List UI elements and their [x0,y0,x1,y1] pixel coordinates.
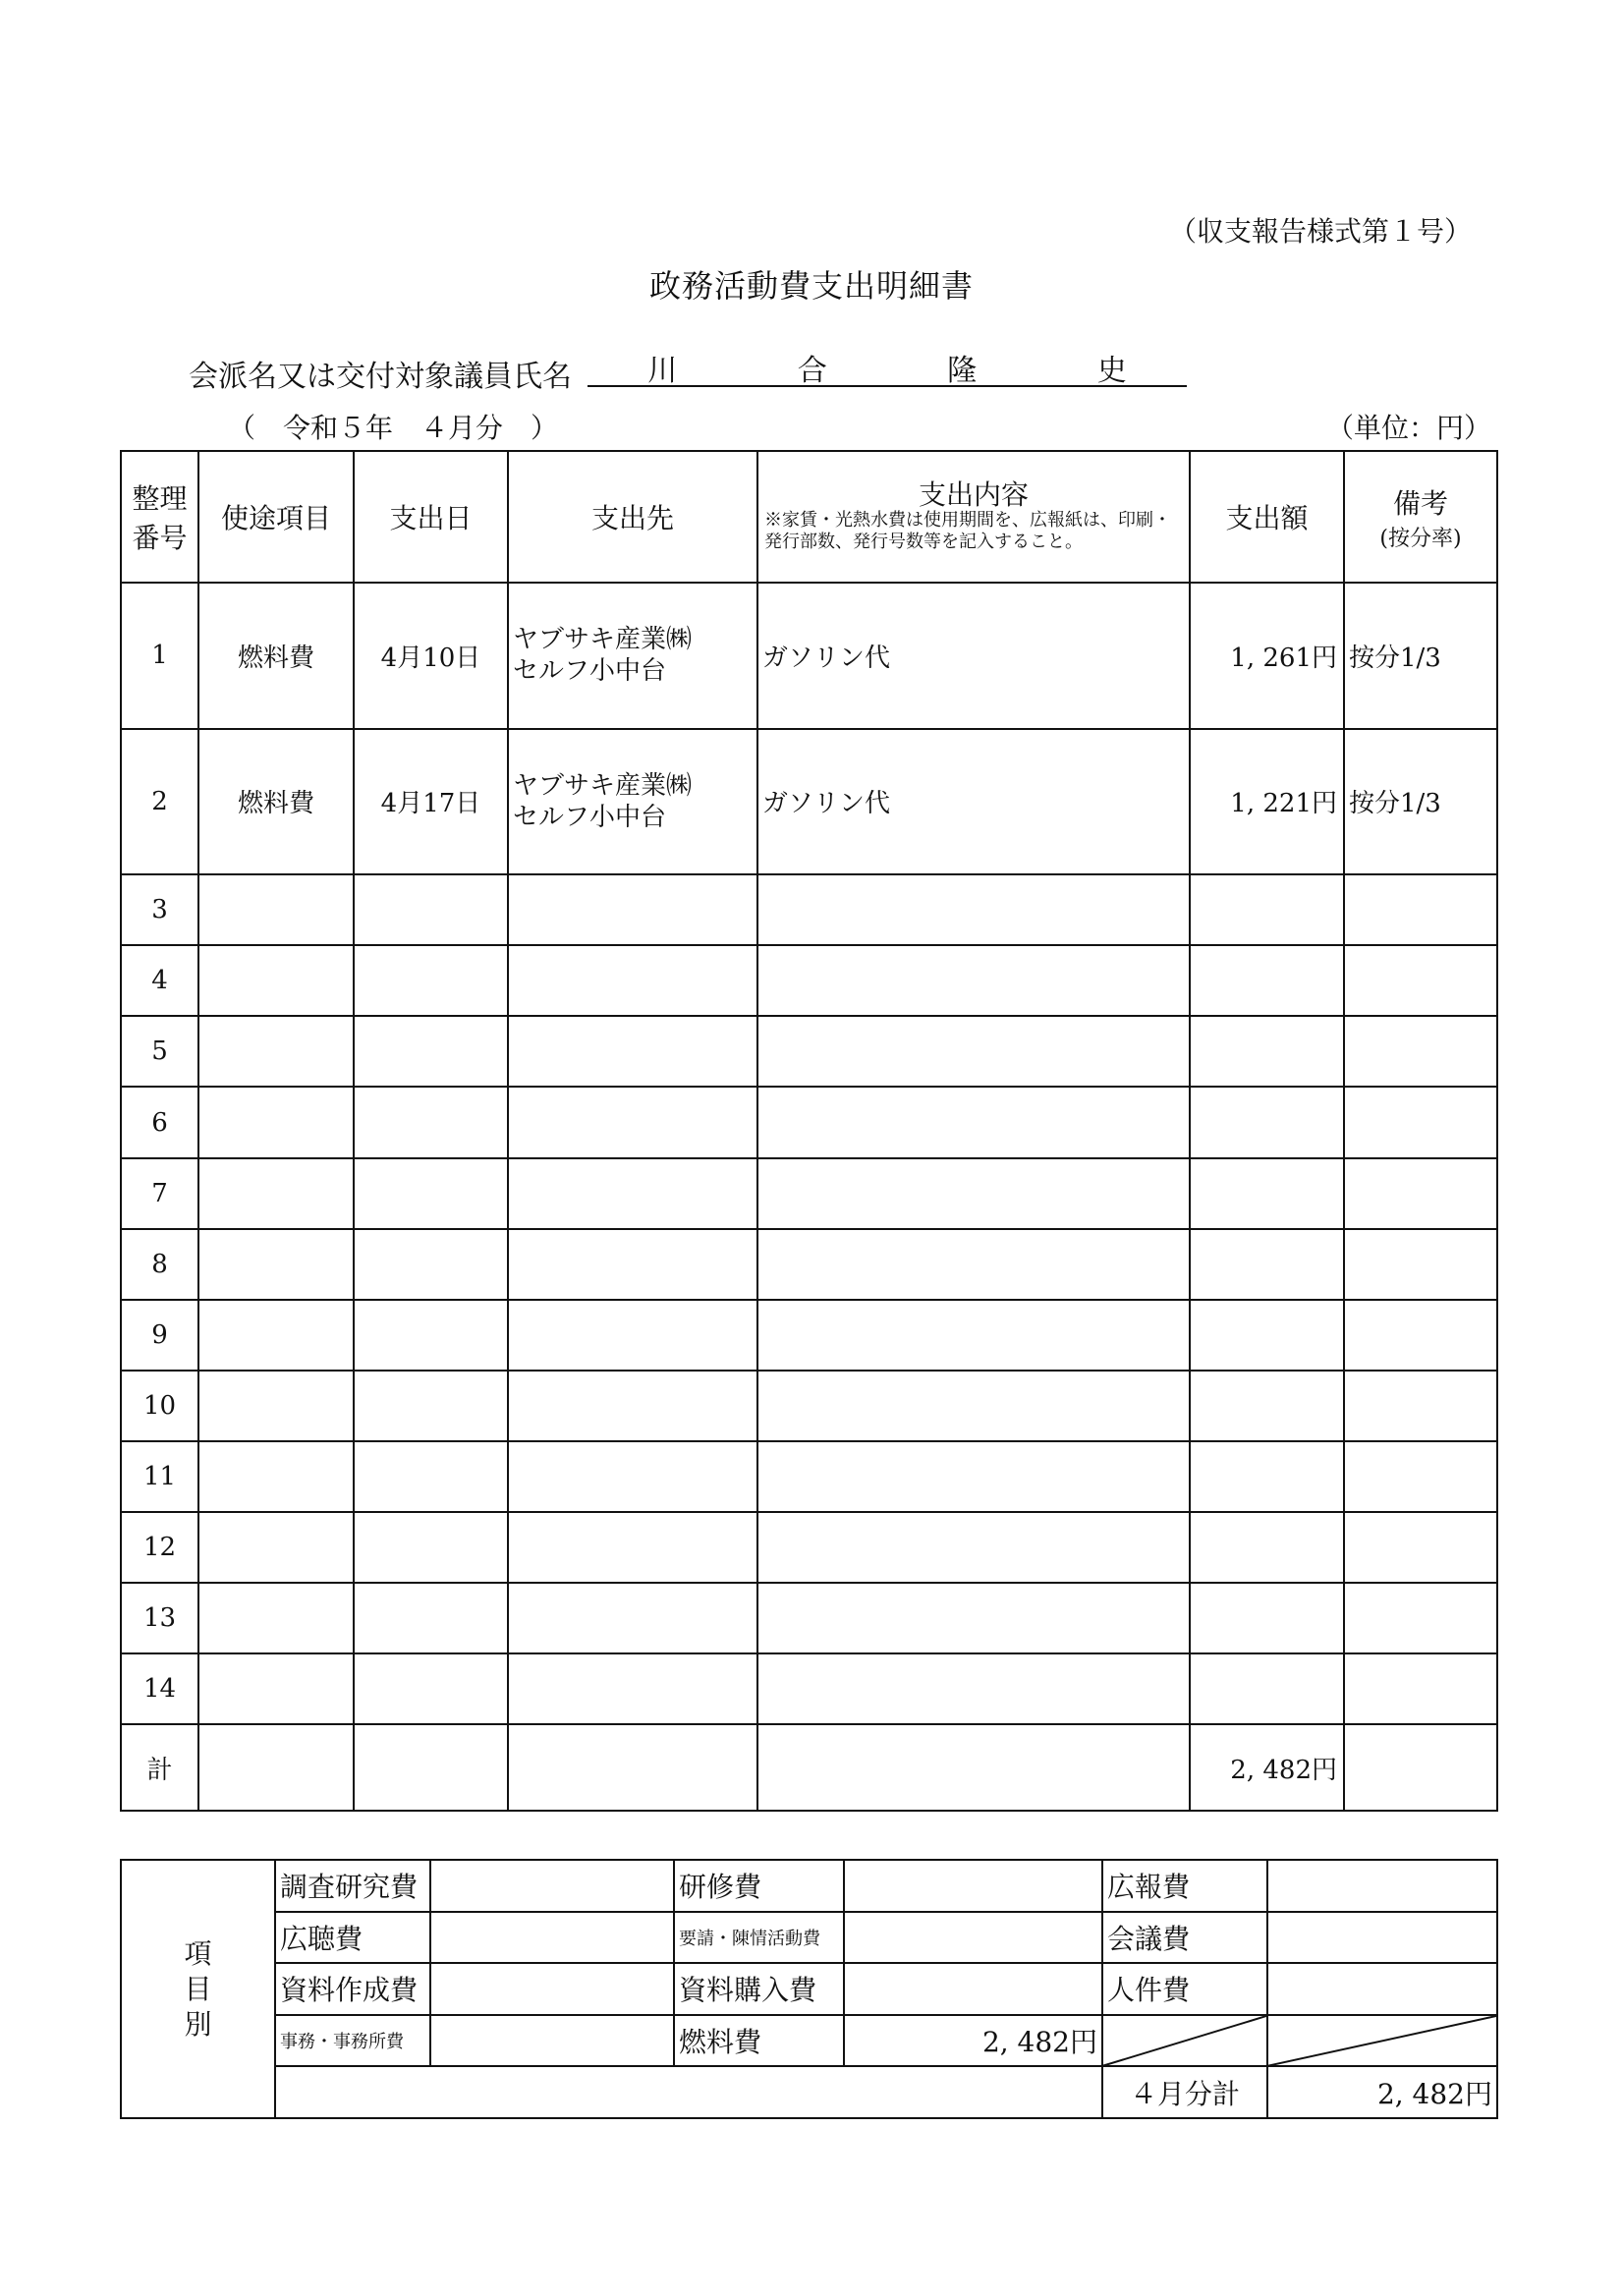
row-no: 8 [121,1229,198,1300]
row-payee: ヤブサキ産業㈱ セルフ小中台 [508,729,757,875]
summary-blank [275,2066,1102,2118]
header-date: 支出日 [354,451,508,583]
row-amount: 1, 261円 [1190,583,1344,729]
summary-fuel-label: 燃料費 [674,2015,844,2067]
table-row [121,729,1497,875]
header-remarks: 備考 (按分率) [1344,451,1497,583]
summary-fuel-value: 2, 482円 [844,2015,1102,2067]
summary-pr-value [1267,1860,1497,1912]
summary-hearing-label: 広聴費 [275,1912,430,1964]
total-label: 計 [121,1724,198,1811]
member-name-char: 合 [797,354,827,388]
category-summary-table [120,1859,1498,2119]
expense-table [120,450,1498,1812]
row-no: 5 [121,1016,198,1087]
month-total-value: 2, 482円 [1267,2066,1497,2118]
row-content: ガソリン代 [757,729,1190,875]
row-date: 4月10日 [354,583,508,729]
summary-training-label: 研修費 [674,1860,844,1912]
header-content: 支出内容 ※家賃・光熱水費は使用期間を、広報紙は、印刷・発行部数、発行号数等を記入すること。 [757,451,1190,583]
diagonal-line [1267,2015,1497,2067]
row-category: 燃料費 [198,583,354,729]
summary-research-label: 調査研究費 [275,1860,430,1912]
row-payee: ヤブサキ産業㈱ セルフ小中台 [508,583,757,729]
table-row [121,583,1497,729]
period: （ 令和５年 ４月分 ） [228,412,559,444]
header-category: 使途項目 [198,451,354,583]
unit-label: （単位：円） [1326,412,1492,444]
month-total-label: ４月分計 [1102,2066,1267,2118]
summary-petition-label: 要請・陳情活動費 [674,1912,844,1964]
summary-meeting-value [1267,1912,1497,1964]
summary-pr-label: 広報費 [1102,1860,1267,1912]
row-date: 4月17日 [354,729,508,875]
row-no: 1 [121,583,198,729]
table-row [121,1229,1497,1300]
row-no: 3 [121,874,198,945]
row-category: 燃料費 [198,729,354,875]
row-no: 14 [121,1653,198,1724]
page-title: 政務活動費支出明細書 [648,267,974,305]
header-no: 整理 番号 [121,451,198,583]
row-remarks: 按分1/3 [1344,729,1497,875]
table-row [121,1087,1497,1157]
table-row [121,1441,1497,1512]
total-row [121,1724,1497,1811]
summary-research-value [430,1860,674,1912]
member-name [588,346,1187,387]
total-amount: 2, 482円 [1190,1724,1344,1811]
summary-hearing-value [430,1912,674,1964]
row-no: 9 [121,1300,198,1371]
summary-petition-value [844,1912,1102,1964]
member-name-char: 隆 [947,354,978,388]
row-no: 13 [121,1583,198,1653]
header-amount: 支出額 [1190,451,1344,583]
summary-training-value [844,1860,1102,1912]
table-row [121,874,1497,945]
row-amount: 1, 221円 [1190,729,1344,875]
header-payee: 支出先 [508,451,757,583]
summary-materials-creation-label: 資料作成費 [275,1963,430,2015]
row-remarks: 按分1/3 [1344,583,1497,729]
row-no: 10 [121,1371,198,1441]
diagonal-line [1102,2015,1267,2067]
table-row [121,1583,1497,1653]
summary-materials-creation-value [430,1963,674,2015]
member-label: 会派名又は交付対象議員氏名 [189,360,572,394]
row-no: 4 [121,945,198,1016]
row-no: 11 [121,1441,198,1512]
table-row [121,1300,1497,1371]
table-row [121,1512,1497,1583]
row-content: ガソリン代 [757,583,1190,729]
member-name-char: 史 [1096,354,1127,388]
row-no: 7 [121,1158,198,1229]
summary-meeting-label: 会議費 [1102,1912,1267,1964]
member-name-char: 川 [647,354,678,388]
table-row [121,1016,1497,1087]
summary-side-label: 項 目 別 [121,1860,275,2118]
header-row [121,451,1497,583]
table-row [121,1371,1497,1441]
row-no: 12 [121,1512,198,1583]
row-no: 6 [121,1087,198,1157]
summary-office-value [430,2015,674,2067]
row-no: 2 [121,729,198,875]
summary-office-label: 事務・事務所費 [275,2015,430,2067]
table-row [121,945,1497,1016]
summary-personnel-value [1267,1963,1497,2015]
form-number: （収支報告様式第１号） [1169,215,1473,248]
table-row [121,1653,1497,1724]
summary-materials-purchase-value [844,1963,1102,2015]
summary-materials-purchase-label: 資料購入費 [674,1963,844,2015]
summary-personnel-label: 人件費 [1102,1963,1267,2015]
table-row [121,1158,1497,1229]
